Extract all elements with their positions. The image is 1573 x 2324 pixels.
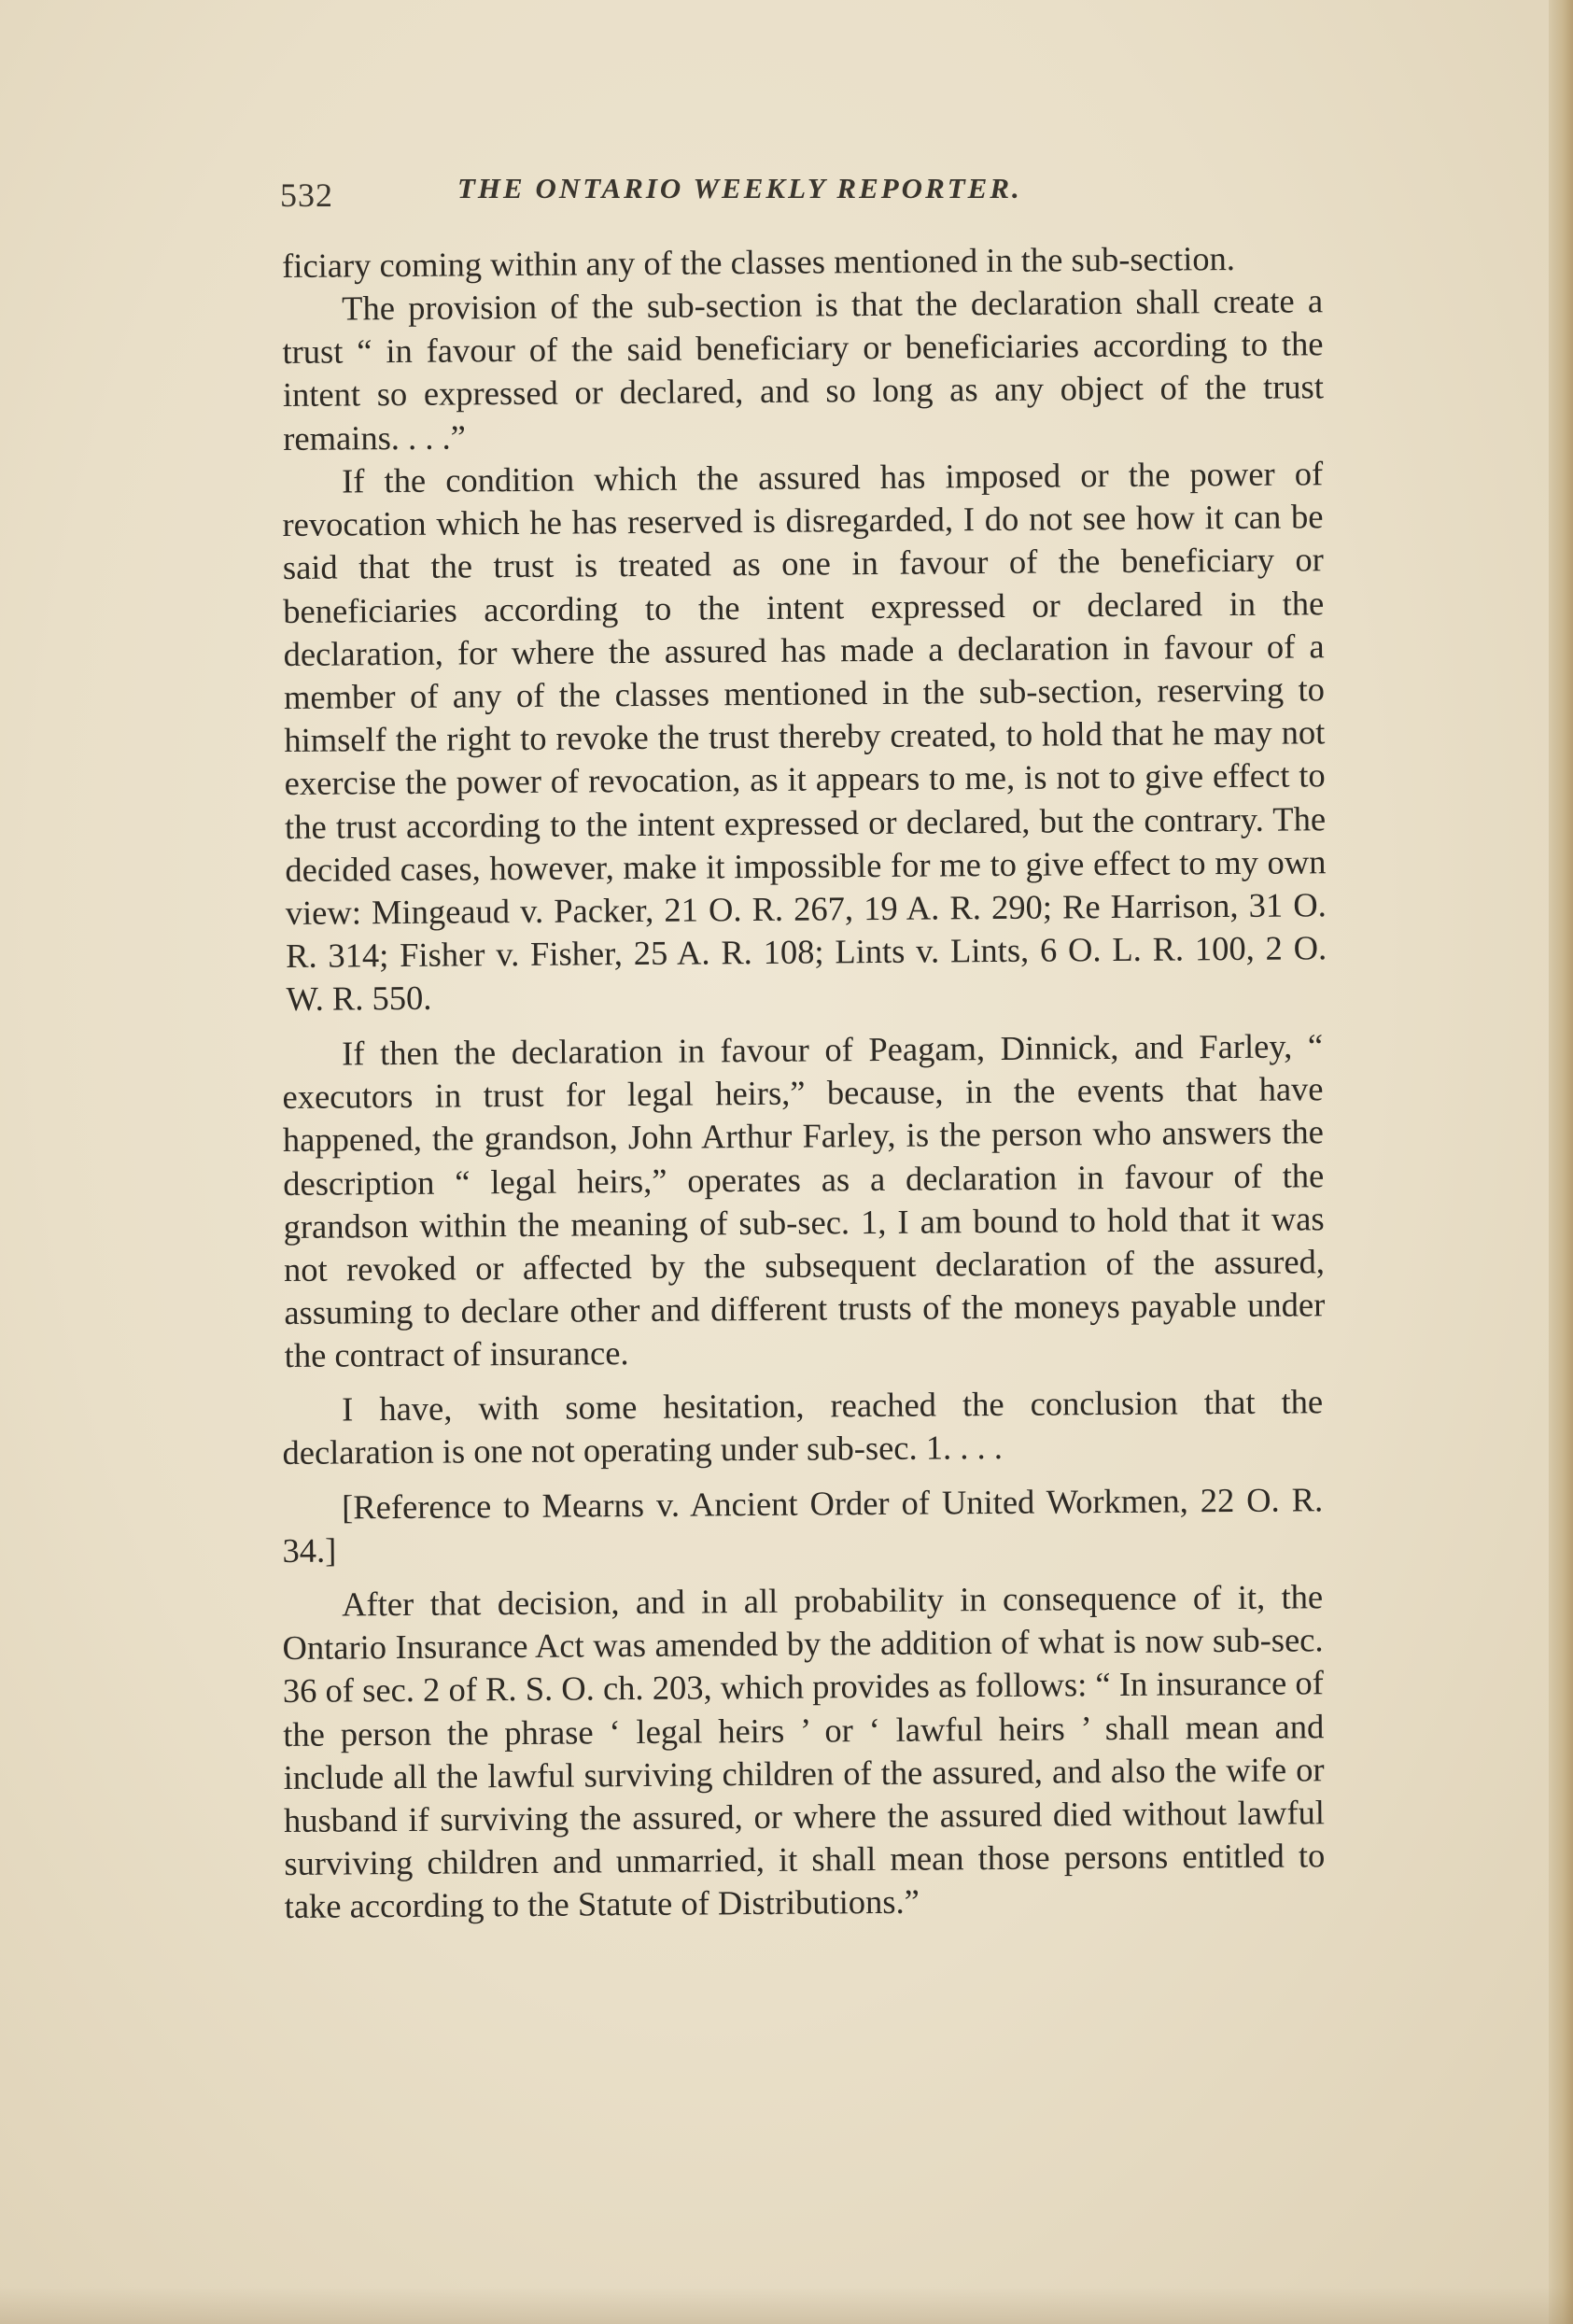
paragraph: [Reference to Mearns v. Ancient Order of United Workmen, 22 O. R. 34.] [282,1479,1324,1570]
paragraph: ficiary coming within any of the classes mentioned in the sub-section. [282,238,1236,285]
paragraph: If then the declaration in favour of Peagam, Dinnick, and Farley, “ executors in trust for legal heirs,” because, in the events that have happened, the grandson, John Arthur Farley, is the person who answers the description “ legal heirs,” operates as a declaration in favour of the grandson within the meaning of sub-sec. 1, I am bound to hold that it was not revoked or affected by the subsequent declaration of the assured, assuming to declare other and different trusts of the moneys payable under the contract of insurance. [282,1025,1326,1375]
paragraph: If the condition which the assured has imposed or the power of revocation which he has reserved is disregarded, I do not see how it can be said that the trust is treated as one in favour of the beneficiary or beneficiaries according to the intent expressed or declared in the declaration, for where the assured has made a declaration in favour of a member of any of the classes mentioned in the sub-section, reserving to himself the right to revoke the trust thereby created, to hold that he may not exercise the power of revocation, as it appears to me, is not to give effect to the trust according to the intent expressed or declared, but the contrary. The decided cases, however, make it impossible for me to give effect to my own view: Mingeaud v. Packer, 21 O. R. 267, 19 A. R. 290; Re Harrison, 31 O. R. 314; Fisher v. Fisher, 25 A. R. 108; Lints v. Lints, 6 O. L. R. 100, 2 O. W. R. 550. [282,454,1327,1019]
page-number: 532 [280,176,333,214]
paragraph: After that decision, and in all probability in consequence of it, the Ontario Insurance Act was amended by the addition of what is now sub-sec. 36 of sec. 2 of R. S. O. ch. 203, which provides as follows: “ In insurance of the person the phrase ‘ legal heirs ’ or ‘ lawful heirs ’ shall mean and include all the lawful surviving children of the assured, and also the wife or husband if surviving the assured, or where the assured died without lawful surviving children and unmarried, it shall mean those persons entitled to take according to the Statute of Distributions.” [282,1577,1326,1926]
paragraph: The provision of the sub-section is that the declaration shall create a trust “ in favour of the said beneficiary or beneficiaries according to the intent so expressed or declared, and so long as any object of the trust remains. . . .” [282,281,1325,458]
body-text [282,238,1327,1929]
page-bottom-shadow [0,2287,1573,2324]
paragraph: I have, with some hesitation, reached the conclusion that the declaration is one not operating under sub-sec. 1. . . . [282,1382,1324,1472]
page-edge-shadow [1549,0,1573,2324]
running-head: THE ONTARIO WEEKLY REPORTER. [457,172,1022,204]
page-header [280,168,1120,224]
